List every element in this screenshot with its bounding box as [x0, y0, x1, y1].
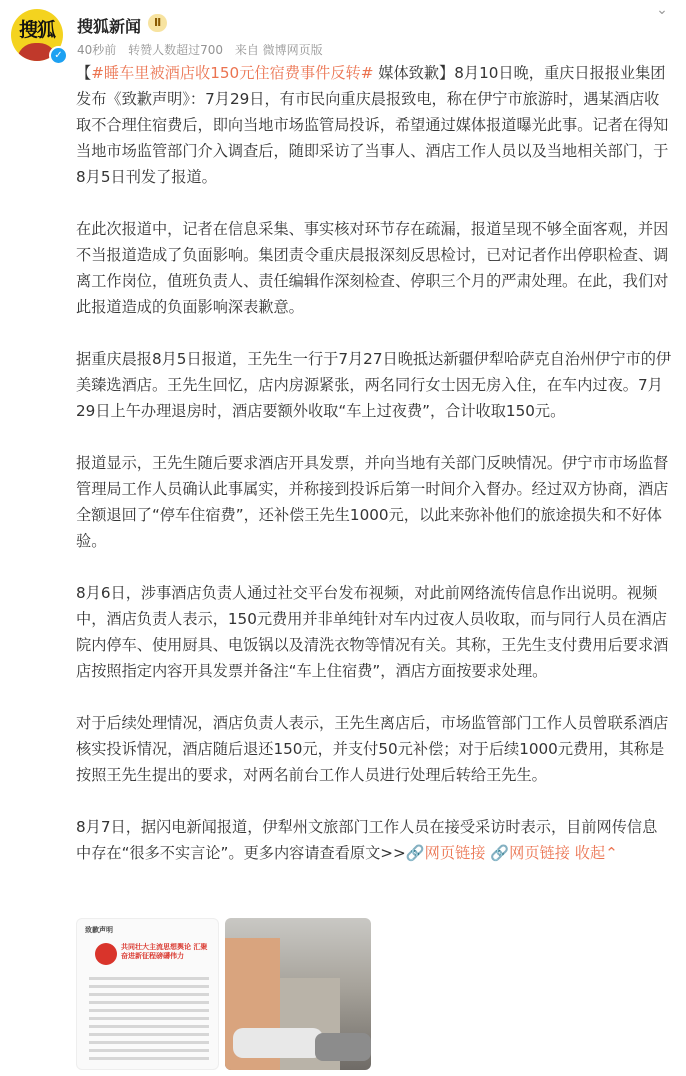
author-name[interactable]: 搜狐新闻: [77, 17, 142, 36]
web-link-2-label: 网页链接: [509, 844, 570, 862]
avatar-logo-text: 搜狐: [18, 19, 55, 41]
newspaper-logo-icon: [95, 943, 117, 965]
image-thumbnail-apology[interactable]: [76, 918, 219, 1070]
car-shape-2: [315, 1033, 371, 1061]
paragraph-1-text: 8月10日晚，重庆日报报业集团发布《致歉声明》：7月29日，有市民向重庆晨报致电，称在伊宁市旅游时，遇某酒店收取不合理住宿费后，即向当地市场监管局投诉，希望通过媒体报道曝光此事。记者在得知当地市场监管部门介入调查后，随即采访了当事人、酒店工作人员以及当地相关部门，于8月5日刊发了报道。: [76, 64, 669, 186]
verified-icon: ✓: [49, 46, 68, 65]
paragraph-2: 在此次报道中，记者在信息采集、事实核对环节存在疏漏，报道呈现不够全面客观，并因不当报道造成了负面影响。集团责令重庆晨报深刻反思检讨，已对记者作出停职检查、调离工作岗位，值班负责人、责任编辑作深刻检查、停职三个月的严肃处理。在此，我们对此报道造成的负面影响深表歉意。: [76, 220, 669, 316]
repost-count: 转赞人数超过700: [128, 43, 224, 57]
thumb-text-lines: [89, 977, 209, 1065]
car-shape: [233, 1028, 323, 1058]
chevron-down-icon[interactable]: ⌄: [656, 2, 668, 18]
web-link-1[interactable]: [406, 844, 486, 862]
post-title: 媒体致歉】: [373, 64, 455, 82]
image-thumbnail-hotel[interactable]: [225, 918, 371, 1070]
chevron-up-icon: ⌃: [605, 844, 618, 862]
level-badge[interactable]: [148, 14, 167, 32]
post-content: [76, 60, 672, 866]
link-icon: 🔗: [405, 844, 425, 862]
collapse-button[interactable]: [575, 844, 618, 862]
topic-link[interactable]: #睡车里被酒店收150元住宿费事件反转#: [91, 64, 374, 82]
paragraph-7: [76, 814, 672, 866]
post-meta: [77, 41, 331, 58]
paragraph-5: 8月6日，涉事酒店负责人通过社交平台发布视频，对此前网络流传信息作出说明。视频中，酒店负责人表示，150元费用并非单纯针对车内过夜人员收取，而与同行人员在酒店院内停车、使用厨具、电饭锅以及清洗衣物等情况有关。其称，王先生支付费用后要求酒店按照指定内容开具发票并备注“车上住宿费”，酒店方面按要求处理。: [76, 584, 669, 680]
post-source: 来自 微博网页版: [234, 43, 323, 57]
post-header: [0, 0, 686, 60]
thumb-doc-header: 致歉声明: [85, 926, 113, 934]
paragraph-6: 对于后续处理情况，酒店负责人表示，王先生离店后，市场监管部门工作人员曾联系酒店核实投诉情况，酒店随后退还150元，并支付50元补偿；对于后续1000元费用，其称是按照王先生提出的要求，对两名前台工作人员进行处理后转给王先生。: [76, 714, 669, 784]
web-link-1-label: 网页链接: [424, 844, 486, 862]
post-time[interactable]: 40秒前: [77, 43, 117, 57]
link-icon: 🔗: [490, 844, 510, 862]
title-bracket: 【: [76, 64, 92, 82]
paragraph-7-text: 8月7日，据闪电新闻报道，伊犁州文旅部门工作人员在接受采访时表示，目前网传信息中存在“很多不实言论”。更多内容请查看原文>>: [76, 818, 658, 862]
paragraph-3: 据重庆晨报8月5日报道，王先生一行于7月27日晚抵达新疆伊犁哈萨克自治州伊宁市的伊美臻选酒店。王先生回忆，店内房源紧张，两名同行女士因无房入住，在车内过夜。7月29日上午办理退房时，酒店要额外收取“车上过夜费”，合计收取150元。: [76, 350, 672, 420]
web-link-2[interactable]: [490, 844, 570, 862]
paragraph-4: 报道显示，王先生随后要求酒店开具发票，并向当地有关部门反映情况。伊宁市市场监督管理局工作人员确认此事属实，并称接到投诉后第一时间介入督办。经过双方协商，酒店全额退回了“停车住宿费”，还补偿王先生1000元，以此来弥补他们的旅途损失和不好体验。: [76, 454, 669, 550]
thumb-red-title: 共同壮大主流思想舆论 汇聚奋进新征程磅礴伟力: [121, 943, 208, 960]
collapse-label: 收起: [574, 844, 606, 862]
paragraph-1: [76, 60, 672, 190]
level-badge-value: Ⅱ: [154, 16, 162, 29]
